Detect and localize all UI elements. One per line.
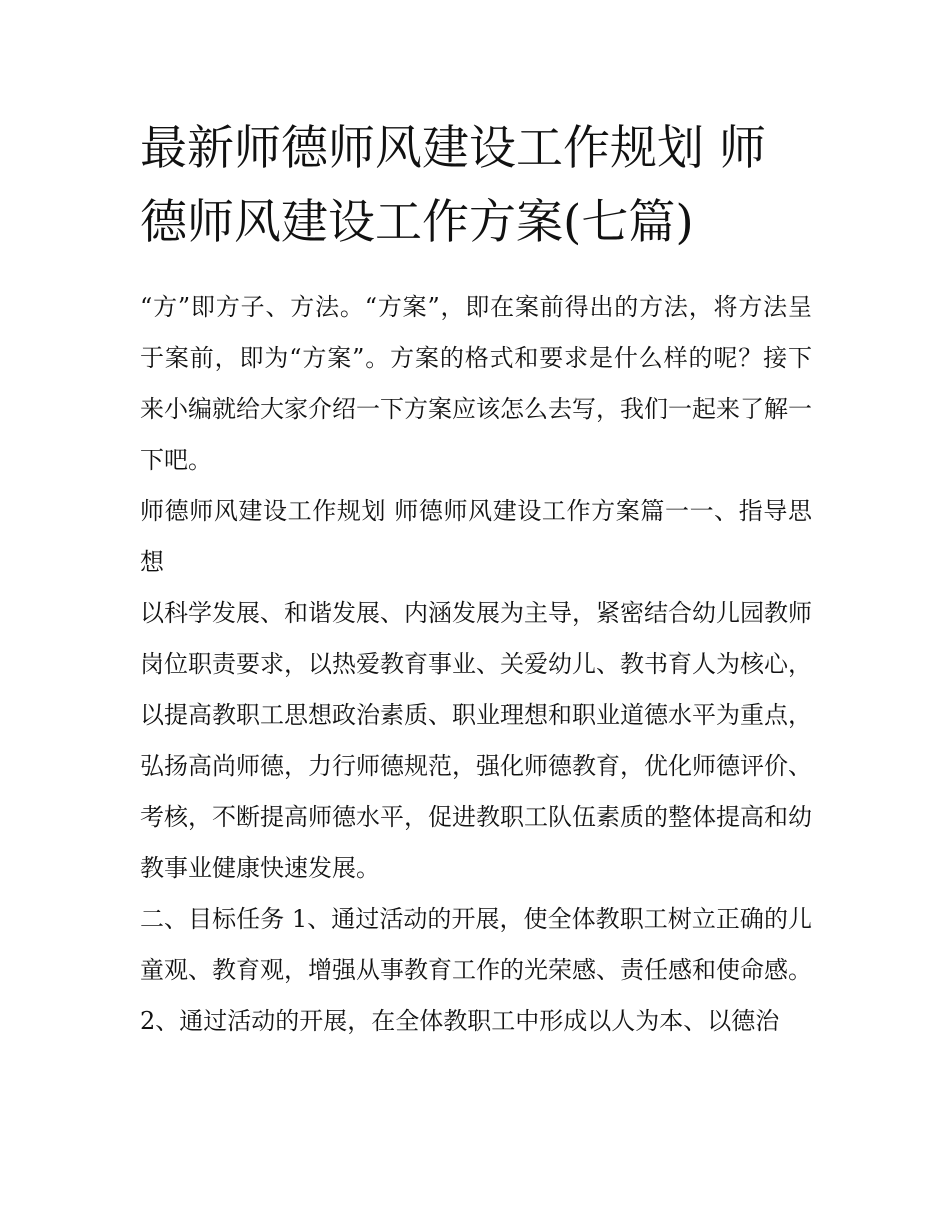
document-page bbox=[140, 112, 812, 1047]
section-heading-paragraph: 师德师风建设工作规划 师德师风建设工作方案篇一一、指导思想 bbox=[140, 497, 812, 576]
document-title: 最新师德师风建设工作规划 师德师风建设工作方案(七篇) bbox=[140, 121, 766, 250]
goals-item-2-paragraph: 2、通过活动的开展，在全体教职工中形成以人为本、以德治 bbox=[140, 1007, 780, 1035]
guiding-thought-paragraph: 以科学发展、和谐发展、内涵发展为主导，紧密结合幼儿园教师岗位职责要求，以热爱教育事业、关爱幼儿、教书育人为核心，以提高教职工思想政治素质、职业理想和职业道德水平为重点，弘扬高尚师德，力行师德规范，强化师德教育，优化师德评价、考核，不断提高师德水平，促进教职工队伍素质的整体提高和幼教事业健康快速发展。 bbox=[140, 599, 812, 882]
goals-paragraph: 二、目标任务 1、通过活动的开展，使全体教职工树立正确的儿童观、教育观，增强从事教育工作的光荣感、责任感和使命感。 bbox=[140, 905, 812, 984]
intro-paragraph: “方”即方子、方法。“方案”，即在案前得出的方法，将方法呈于案前，即为“方案”。方案的格式和要求是什么样的呢？接下来小编就给大家介绍一下方案应该怎么去写，我们一起来了解一下吧。 bbox=[140, 293, 812, 474]
